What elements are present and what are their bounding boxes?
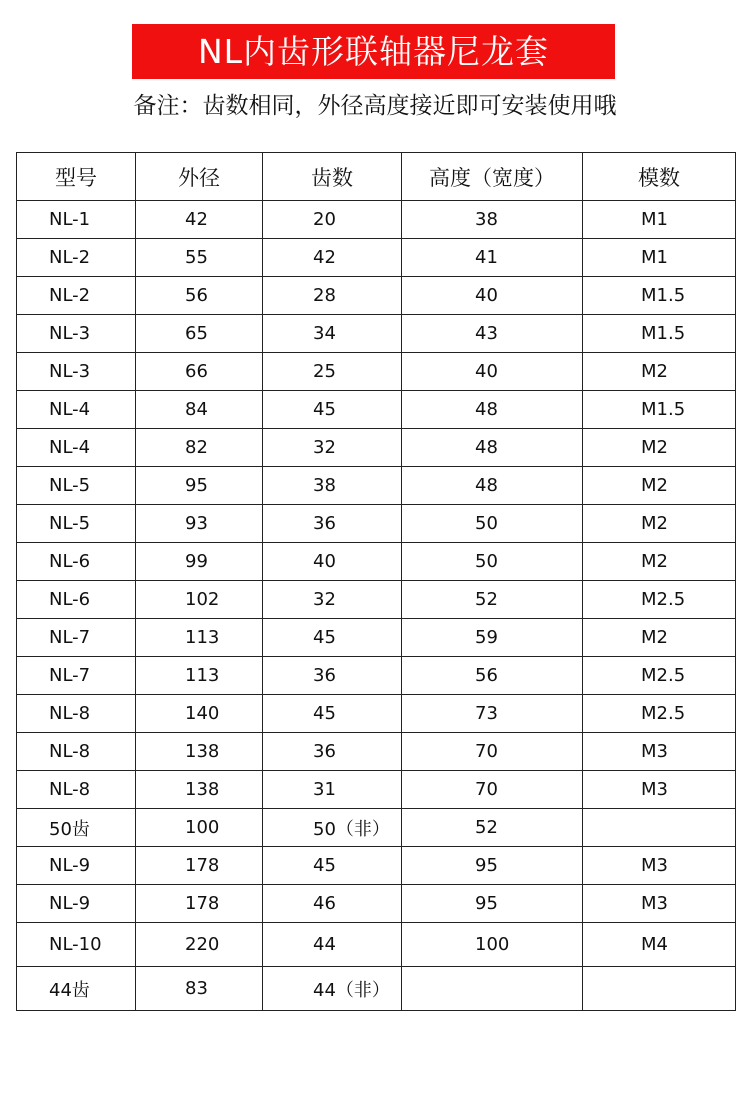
cell-height: 48 <box>402 467 583 505</box>
cell-outer-diameter: 100 <box>136 809 263 847</box>
cell-outer-diameter: 178 <box>136 847 263 885</box>
cell-model: NL-3 <box>17 353 136 391</box>
header-module: 模数 <box>583 153 736 201</box>
cell-teeth: 45 <box>263 391 402 429</box>
cell-module: M1 <box>583 201 736 239</box>
header-row <box>17 153 736 201</box>
table-row <box>17 239 736 277</box>
cell-teeth: 42 <box>263 239 402 277</box>
cell-module: M2 <box>583 467 736 505</box>
cell-model: NL-7 <box>17 657 136 695</box>
cell-outer-diameter: 113 <box>136 657 263 695</box>
cell-module: M2.5 <box>583 581 736 619</box>
cell-teeth: 44（非） <box>263 967 402 1011</box>
cell-module: M2.5 <box>583 657 736 695</box>
cell-height <box>402 967 583 1011</box>
cell-height: 70 <box>402 771 583 809</box>
cell-module: M2 <box>583 353 736 391</box>
cell-teeth: 38 <box>263 467 402 505</box>
cell-model: 44齿 <box>17 967 136 1011</box>
cell-teeth: 25 <box>263 353 402 391</box>
cell-module: M2 <box>583 429 736 467</box>
cell-model: NL-3 <box>17 315 136 353</box>
table-row <box>17 967 736 1011</box>
cell-module: M4 <box>583 923 736 967</box>
table-row <box>17 277 736 315</box>
cell-module: M3 <box>583 771 736 809</box>
cell-teeth: 20 <box>263 201 402 239</box>
header-height: 高度（宽度） <box>402 153 583 201</box>
cell-model: NL-9 <box>17 885 136 923</box>
table-row <box>17 695 736 733</box>
cell-outer-diameter: 55 <box>136 239 263 277</box>
cell-model: NL-5 <box>17 505 136 543</box>
cell-teeth: 36 <box>263 733 402 771</box>
cell-outer-diameter: 83 <box>136 967 263 1011</box>
header-teeth: 齿数 <box>263 153 402 201</box>
cell-height: 95 <box>402 885 583 923</box>
cell-module: M1 <box>583 239 736 277</box>
cell-height: 52 <box>402 581 583 619</box>
cell-outer-diameter: 84 <box>136 391 263 429</box>
cell-outer-diameter: 140 <box>136 695 263 733</box>
note-text: 备注：齿数相同，外径高度接近即可安装使用哦 <box>133 93 617 119</box>
cell-height: 48 <box>402 429 583 467</box>
cell-teeth: 45 <box>263 695 402 733</box>
cell-teeth: 31 <box>263 771 402 809</box>
spec-table <box>16 152 736 1011</box>
page-title: NL内齿形联轴器尼龙套 <box>132 24 615 79</box>
table-header <box>17 153 736 201</box>
cell-model: NL-8 <box>17 771 136 809</box>
cell-height: 100 <box>402 923 583 967</box>
cell-teeth: 45 <box>263 619 402 657</box>
cell-module: M2 <box>583 543 736 581</box>
cell-model: NL-1 <box>17 201 136 239</box>
cell-module: M3 <box>583 733 736 771</box>
cell-outer-diameter: 99 <box>136 543 263 581</box>
cell-teeth: 40 <box>263 543 402 581</box>
cell-height: 41 <box>402 239 583 277</box>
cell-outer-diameter: 66 <box>136 353 263 391</box>
cell-outer-diameter: 102 <box>136 581 263 619</box>
cell-teeth: 36 <box>263 657 402 695</box>
cell-teeth: 45 <box>263 847 402 885</box>
cell-teeth: 36 <box>263 505 402 543</box>
cell-outer-diameter: 178 <box>136 885 263 923</box>
table-row <box>17 353 736 391</box>
cell-outer-diameter: 113 <box>136 619 263 657</box>
cell-height: 56 <box>402 657 583 695</box>
cell-height: 48 <box>402 391 583 429</box>
cell-height: 59 <box>402 619 583 657</box>
cell-model: NL-5 <box>17 467 136 505</box>
table-row <box>17 467 736 505</box>
table-row <box>17 505 736 543</box>
cell-outer-diameter: 138 <box>136 771 263 809</box>
table-row <box>17 581 736 619</box>
cell-module <box>583 967 736 1011</box>
cell-model: NL-4 <box>17 429 136 467</box>
cell-height: 43 <box>402 315 583 353</box>
cell-height: 95 <box>402 847 583 885</box>
cell-teeth: 34 <box>263 315 402 353</box>
cell-teeth: 32 <box>263 581 402 619</box>
table-row <box>17 543 736 581</box>
cell-height: 73 <box>402 695 583 733</box>
table-row <box>17 315 736 353</box>
cell-height: 52 <box>402 809 583 847</box>
table-body <box>17 201 736 1011</box>
table-row <box>17 201 736 239</box>
cell-teeth: 28 <box>263 277 402 315</box>
table-row <box>17 391 736 429</box>
cell-teeth: 50（非） <box>263 809 402 847</box>
cell-module: M3 <box>583 847 736 885</box>
table-row <box>17 733 736 771</box>
cell-outer-diameter: 65 <box>136 315 263 353</box>
cell-module: M1.5 <box>583 391 736 429</box>
table-row <box>17 885 736 923</box>
header-model: 型号 <box>17 153 136 201</box>
cell-outer-diameter: 138 <box>136 733 263 771</box>
cell-height: 38 <box>402 201 583 239</box>
cell-module: M1.5 <box>583 277 736 315</box>
cell-model: NL-9 <box>17 847 136 885</box>
header-outer-diameter: 外径 <box>136 153 263 201</box>
cell-teeth: 44 <box>263 923 402 967</box>
cell-outer-diameter: 42 <box>136 201 263 239</box>
table-row <box>17 847 736 885</box>
cell-model: NL-2 <box>17 239 136 277</box>
cell-teeth: 46 <box>263 885 402 923</box>
cell-outer-diameter: 95 <box>136 467 263 505</box>
cell-model: NL-2 <box>17 277 136 315</box>
cell-model: NL-8 <box>17 695 136 733</box>
cell-outer-diameter: 93 <box>136 505 263 543</box>
cell-module: M3 <box>583 885 736 923</box>
cell-module: M2 <box>583 505 736 543</box>
cell-height: 70 <box>402 733 583 771</box>
cell-model: 50齿 <box>17 809 136 847</box>
cell-model: NL-6 <box>17 543 136 581</box>
cell-outer-diameter: 220 <box>136 923 263 967</box>
cell-outer-diameter: 56 <box>136 277 263 315</box>
table-row <box>17 429 736 467</box>
cell-module: M1.5 <box>583 315 736 353</box>
cell-height: 50 <box>402 543 583 581</box>
cell-model: NL-6 <box>17 581 136 619</box>
cell-model: NL-4 <box>17 391 136 429</box>
cell-module <box>583 809 736 847</box>
table-row <box>17 771 736 809</box>
cell-height: 40 <box>402 277 583 315</box>
cell-outer-diameter: 82 <box>136 429 263 467</box>
table-row <box>17 619 736 657</box>
cell-module: M2.5 <box>583 695 736 733</box>
cell-module: M2 <box>583 619 736 657</box>
cell-height: 50 <box>402 505 583 543</box>
cell-model: NL-10 <box>17 923 136 967</box>
cell-model: NL-7 <box>17 619 136 657</box>
cell-height: 40 <box>402 353 583 391</box>
cell-model: NL-8 <box>17 733 136 771</box>
table-row <box>17 923 736 967</box>
table-row <box>17 809 736 847</box>
cell-teeth: 32 <box>263 429 402 467</box>
table-row <box>17 657 736 695</box>
